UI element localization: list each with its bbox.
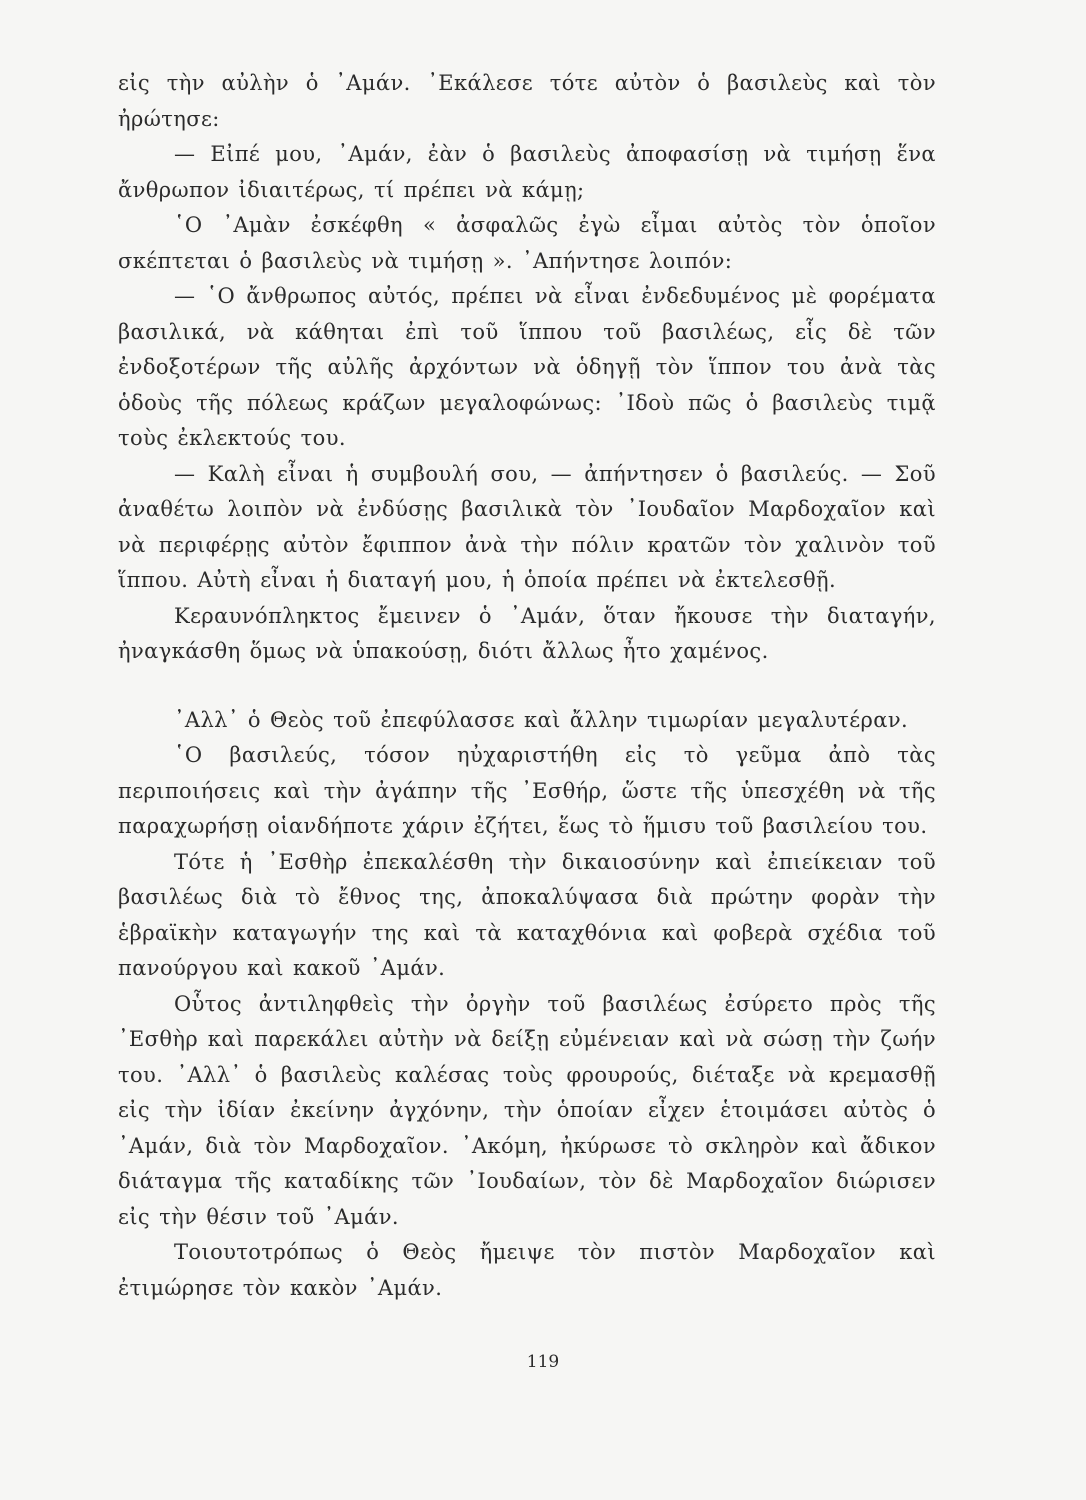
paragraph-4: — ῾Ο ἄνθρωπος αὐτός, πρέπει νὰ εἶναι ἐνδεδυμένος μὲ φορέματα βασιλικά, νὰ κάθηται ἐπὶ τοῦ ἵππου τοῦ βασιλέως, εἷς δὲ τῶν ἐνδοξοτέρων τῆς αὐλῆς ἀρχόντων νὰ ὁδηγῇ τὸν ἵππον του ἀνὰ τὰς ὁδοὺς τῆς πόλεως κράζων μεγαλοφώνως: ᾿Ιδοὺ πῶς ὁ βασιλεὺς τιμᾷ τοὺς ἐκλεκτούς του. [118, 284, 936, 450]
page-number: 119 [526, 1352, 560, 1372]
paragraph-3: ῾Ο ᾿Αμὰν ἐσκέφθη « ἀσφαλῶς ἐγὼ εἶμαι αὐτὸς τὸν ὁποῖον σκέπτεται ὁ βασιλεὺς νὰ τιμήσῃ ». ᾿Απήντησε λοιπόν: [118, 213, 936, 273]
paragraph-8: ῾Ο βασιλεύς, τόσον ηὐχαριστήθη εἰς τὸ γεῦμα ἀπὸ τὰς περιποιήσεις καὶ τὴν ἀγάπην τῆς ᾿Εσθήρ, ὥστε τῆς ὑπεσχέθη νὰ τῆς παραχωρήσῃ οἱανδήποτε χάριν ἐζήτει, ἕως τὸ ἥμισυ τοῦ βασιλείου του. [118, 743, 936, 838]
body-text [118, 66, 936, 1306]
paragraph-7: ᾿Αλλ᾿ ὁ Θεὸς τοῦ ἐπεφύλασσε καὶ ἄλλην τιμωρίαν μεγαλυτέραν. [174, 707, 909, 732]
paragraph-5: — Καλὴ εἶναι ἡ συμβουλή σου, — ἀπήντησεν ὁ βασιλεύς. — Σοῦ ἀναθέτω λοιπὸν νὰ ἐνδύσῃς βασιλικὰ τὸν ᾿Ιουδαῖον Μαρδοχαῖον καὶ νὰ περιφέρῃς αὐτὸν ἔφιππον ἀνὰ τὴν πόλιν κρατῶν τὸν χαλινὸν τοῦ ἵππου. Αὐτὴ εἶναι ἡ διαταγή μου, ἡ ὁποία πρέπει νὰ ἐκτελεσθῇ. [118, 461, 936, 592]
paragraph-10: Οὗτος ἀντιληφθεὶς τὴν ὀργὴν τοῦ βασιλέως ἐσύρετο πρὸς τῆς ᾿Εσθὴρ καὶ παρεκάλει αὐτὴν νὰ δείξῃ εὐμένειαν καὶ νὰ σώσῃ τὴν ζωήν του. ᾿Αλλ᾿ ὁ βασιλεὺς καλέσας τοὺς φρουρούς, διέταξε νὰ κρεμασθῇ εἰς τὴν ἰδίαν ἐκείνην ἀγχόνην, τὴν ὁποίαν εἶχεν ἑτοιμάσει αὐτὸς ὁ ᾿Αμάν, διὰ τὸν Μαρδοχαῖον. ᾿Ακόμη, ἠκύρωσε τὸ σκληρὸν καὶ ἄδικον διάταγμα τῆς καταδίκης τῶν ᾿Ιουδαίων, τὸν δὲ Μαρδοχαῖον διώρισεν εἰς τὴν θέσιν τοῦ ᾿Αμάν. [118, 991, 936, 1229]
paragraph-11: Τοιουτοτρόπως ὁ Θεὸς ἤμειψε τὸν πιστὸν Μαρδοχαῖον καὶ ἐτιμώρησε τὸν κακὸν ᾿Αμάν. [118, 1240, 936, 1300]
paragraph-9: Τότε ἡ ᾿Εσθὴρ ἐπεκαλέσθη τὴν δικαιοσύνην καὶ ἐπιείκειαν τοῦ βασιλέως διὰ τὸ ἔθνος της, ἀποκαλύψασα διὰ πρώτην φορὰν τὴν ἑβραϊκὴν καταγωγήν της καὶ τὰ καταχθόνια καὶ φοβερὰ σχέδια τοῦ πανούργου καὶ κακοῦ ᾿Αμάν. [118, 849, 936, 980]
paragraph-6: Κεραυνόπληκτος ἔμεινεν ὁ ᾿Αμάν, ὅταν ἤκουσε τὴν διαταγήν, ἠναγκάσθη ὅμως νὰ ὑπακούσῃ, διότι ἄλλως ἦτο χαμένος. [118, 603, 936, 663]
paragraph-1: εἰς τὴν αὐλὴν ὁ ᾿Αμάν. ᾿Εκάλεσε τότε αὐτὸν ὁ βασιλεὺς καὶ τὸν ἠρώτησε: [118, 71, 936, 131]
paragraph-2: — Εἰπέ μου, ᾿Αμάν, ἐὰν ὁ βασιλεὺς ἀποφασίσῃ νὰ τιμήσῃ ἕνα ἄνθρωπον ἰδιαιτέρως, τί πρέπει νὰ κάμῃ; [118, 142, 936, 202]
